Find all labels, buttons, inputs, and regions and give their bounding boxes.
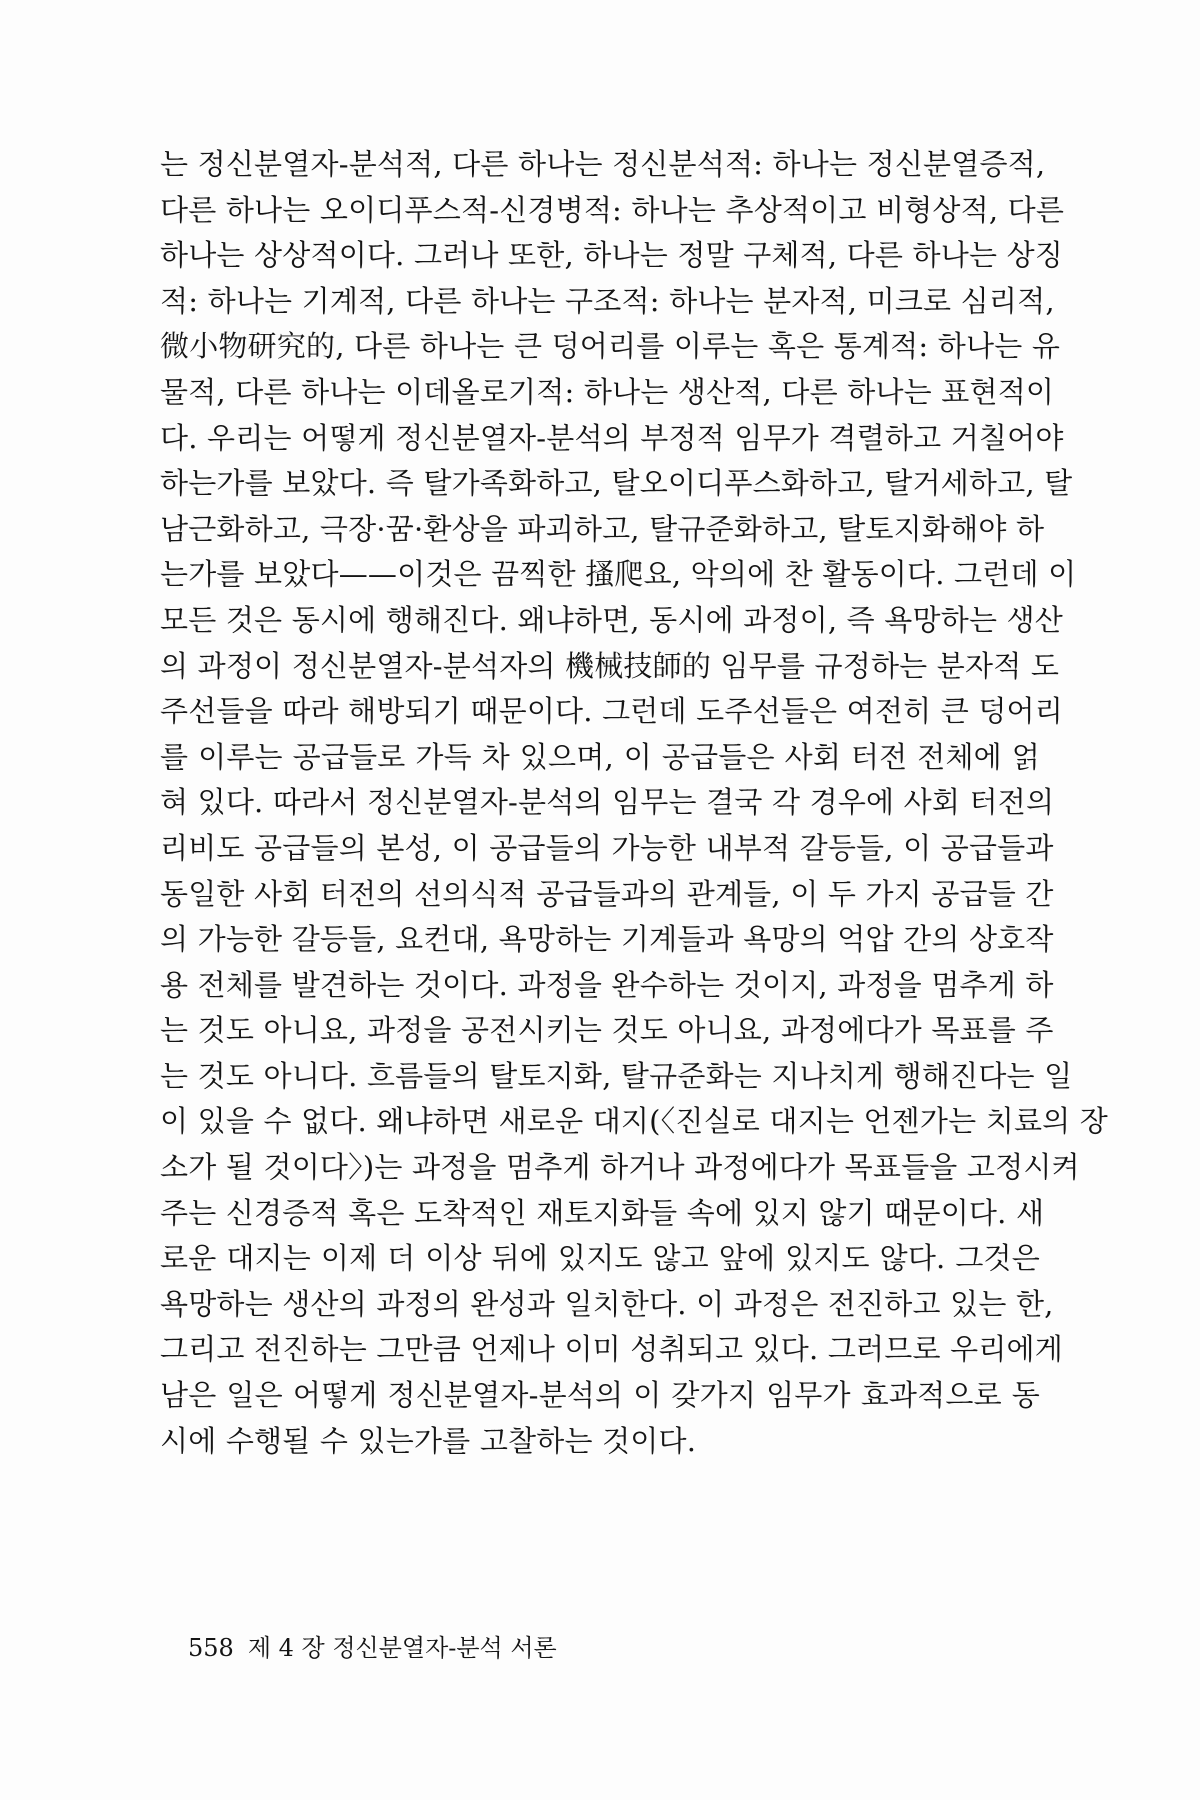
text-line: 하나는 상상적이다. 그러나 또한, 하나는 정말 구체적, 다른 하나는 상징 [160, 238, 1064, 273]
text-line: 동일한 사회 터전의 선의식적 공급들과의 관계들, 이 두 가지 공급들 간 [160, 876, 1054, 911]
text-line: 다른 하나는 오이디푸스적-신경병적: 하나는 추상적이고 비형상적, 다른 [160, 192, 1065, 227]
text-line: 는가를 보았다——이것은 끔찍한 搔爬요, 악의에 찬 활동이다. 그런데 이 [160, 557, 1077, 592]
text-line: 시에 수행될 수 있는가를 고찰하는 것이다. [160, 1423, 697, 1458]
page-number: 558 [188, 1634, 234, 1662]
text-line: 적: 하나는 기계적, 다른 하나는 구조적: 하나는 분자적, 미크로 심리적, [160, 283, 1055, 318]
text-line: 혀 있다. 따라서 정신분열자-분석의 임무는 결국 각 경우에 사회 터전의 [160, 785, 1055, 820]
text-line: 는 것도 아니다. 흐름들의 탈토지화, 탈규준화는 지나치게 행해진다는 일 [160, 1058, 1073, 1093]
text-line: 의 가능한 갈등들, 요컨대, 욕망하는 기계들과 욕망의 억압 간의 상호작 [160, 922, 1054, 957]
chapter-title: 제 4 장 정신분열자-분석 서론 [247, 1634, 557, 1662]
text-line: 微小物研究的, 다른 하나는 큰 덩어리를 이루는 혹은 통계적: 하나는 유 [160, 329, 1061, 364]
text-line: 용 전체를 발견하는 것이다. 과정을 완수하는 것이지, 과정을 멈추게 하 [160, 967, 1054, 1002]
text-line: 는 정신분열자-분석적, 다른 하나는 정신분석적: 하나는 정신분열증적, [160, 147, 1046, 181]
text-line: 욕망하는 생산의 과정의 완성과 일치한다. 이 과정은 전진하고 있는 한, [160, 1286, 1054, 1321]
body-text [160, 142, 1109, 1464]
text-line: 의 과정이 정신분열자-분석자의 機械技師的 임무를 규정하는 분자적 도 [160, 648, 1060, 683]
text-line: 주선들을 따라 해방되기 때문이다. 그런데 도주선들은 여전히 큰 덩어리 [160, 694, 1063, 729]
page-footer [188, 1628, 557, 1663]
text-line: 리비도 공급들의 본성, 이 공급들의 가능한 내부적 갈등들, 이 공급들과 [160, 830, 1054, 865]
text-line: 소가 될 것이다〉)는 과정을 멈추게 하거나 과정에다가 목표들을 고정시켜 [160, 1150, 1080, 1185]
text-line: 물적, 다른 하나는 이데올로기적: 하나는 생산적, 다른 하나는 표현적이 [160, 374, 1055, 409]
text-line: 주는 신경증적 혹은 도착적인 재토지화들 속에 있지 않기 때문이다. 새 [160, 1195, 1045, 1230]
text-line: 를 이루는 공급들로 가득 차 있으며, 이 공급들은 사회 터전 전체에 얽 [160, 739, 1040, 774]
text-line: 그리고 전진하는 그만큼 언제나 이미 성취되고 있다. 그러므로 우리에게 [160, 1332, 1063, 1367]
text-line: 모든 것은 동시에 행해진다. 왜냐하면, 동시에 과정이, 즉 욕망하는 생산 [160, 602, 1064, 637]
text-line: 이 있을 수 없다. 왜냐하면 새로운 대지(〈진실로 대지는 언젠가는 치료의 장 [160, 1104, 1109, 1139]
text-line: 하는가를 보았다. 즉 탈가족화하고, 탈오이디푸스화하고, 탈거세하고, 탈 [160, 466, 1073, 501]
text-line: 로운 대지는 이제 더 이상 뒤에 있지도 않고 앞에 있지도 않다. 그것은 [160, 1241, 1040, 1276]
text-line: 다. 우리는 어떻게 정신분열자-분석의 부정적 임무가 격렬하고 거칠어야 [160, 420, 1064, 455]
text-line: 남근화하고, 극장·꿈·환상을 파괴하고, 탈규준화하고, 탈토지화해야 하 [160, 511, 1045, 546]
text-line: 남은 일은 어떻게 정신분열자-분석의 이 갖가지 임무가 효과적으로 동 [160, 1378, 1040, 1413]
text-line: 는 것도 아니요, 과정을 공전시키는 것도 아니요, 과정에다가 목표를 주 [160, 1013, 1054, 1048]
